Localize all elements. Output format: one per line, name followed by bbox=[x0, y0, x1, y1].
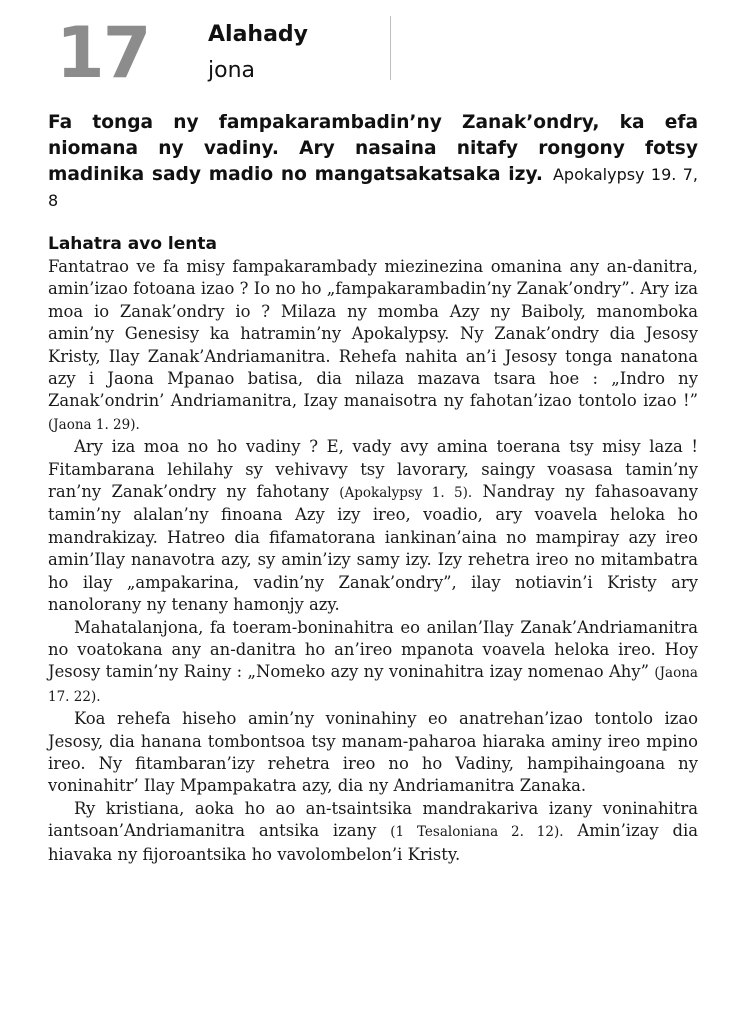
paragraph-4-text: Koa rehefa hiseho amin’ny voninahiny eo anatrehan’izao tontolo izao Jesosy, dia hanana tombontsoa tsy manam-paharoa hiaraka aminy ireo mpino ireo. Ny fitambaran’izy rehetra ireo no ho Vadiny, hampihaingoana ny voninahitr’ Ilay Mpampakatra azy, dia ny Andriamanitra Zanaka. bbox=[48, 709, 698, 796]
day-name: Alahady bbox=[208, 22, 309, 47]
paragraph-5 bbox=[48, 798, 698, 866]
header-divider bbox=[390, 16, 391, 80]
paragraph-3-reference: (Jaona 17. 22). bbox=[48, 665, 698, 705]
key-verse-text: Fa tonga ny fampakarambadin’ny Zanak’ondry, ka efa niomana ny vadiny. Ary nasaina nitafy rongony fotsy madinika sady madio no mangatsakatsaka izy. bbox=[48, 112, 698, 185]
paragraph-2-text: Ary iza moa no ho vadiny ? E, vady avy amina toerana tsy misy laza ! Fitambarana lehilahy sy vehivavy tsy lavorary, saingy voasasa tamin’ny ran’ny Zanak’ondry ny fahotany bbox=[48, 437, 698, 502]
paragraph-3 bbox=[48, 617, 698, 709]
paragraph-1-reference: (Jaona 1. 29). bbox=[48, 416, 140, 433]
paragraph-2-reference: (Apokalypsy 1. 5). bbox=[339, 485, 473, 502]
paragraph-1 bbox=[48, 256, 698, 436]
day-number: 17 bbox=[56, 12, 150, 94]
paragraph-2 bbox=[48, 436, 698, 616]
section-title: Lahatra avo lenta bbox=[48, 234, 217, 254]
key-verse-reference: Apokalypsy 19. 7, 8 bbox=[48, 165, 699, 210]
paragraph-3-text: Mahatalanjona, fa toeram-boninahitra eo anilan’Ilay Zanak’Andriamanitra no voatokana any an-danitra ho an’ireo mpanota voavela heloka ireo. Hoy Jesosy tamin’ny Rainy : „Nomeko azy ny voninahitra izay nomenao Ahy” bbox=[48, 617, 698, 682]
paragraph-5-reference: (1 Tesaloniana 2. 12). bbox=[390, 824, 564, 841]
paragraph-4 bbox=[48, 708, 698, 798]
page-header bbox=[48, 14, 698, 92]
paragraph-5-text: Ry kristiana, aoka ho ao an-tsaintsika mandrakariva izany voninahitra iantsoan’Andriamanitra antsika izany bbox=[48, 798, 698, 841]
month-name: jona bbox=[208, 58, 255, 83]
devotional-page bbox=[48, 14, 698, 866]
paragraph-5-text-after: Amin’izay dia hiavaka ny fijoroantsika ho vavolombelon’i Kristy. bbox=[48, 821, 699, 864]
paragraph-1-text: Fantatrao ve fa misy fampakarambady miezinezina omanina any an-danitra, amin’izao fotoana izao ? Io no ho „fampakarambadin’ny Zanak’ondry”. Ary iza moa io Zanak’ondry io ? Milaza ny momba Azy ny Baiboly, manomboka amin’ny Genesisy ka hatramin’ny Apokalypsy. Ny Zanak’ondry dia Jesosy Kristy, Ilay Zanak’Andriamanitra. Rehefa nahita an’i Jesosy tonga nanatona azy i Jaona Mpanao batisa, dia nilaza mazava tsara hoe : „Indro ny Zanak’ondrin’ Andriamanitra, Izay manaisotra ny fahotan’izao tontolo izao !” bbox=[48, 257, 698, 411]
key-verse bbox=[48, 110, 698, 214]
paragraph-2-text-after: Nandray ny fahasoavany tamin’ny alalan’ny finoana Azy izy ireo, voadio, ary voavela heloka ho mandrakizay. Hatreo dia fifamatorana iankinan’aina no mampiray azy ireo amin’Ilay nanavotra azy, sy amin’izy samy izy. Izy rehetra ireo no mitambatra ho ilay „ampakarina, vadin’ny Zanak’ondry”, ilay notiavin’i Kristy ary nanolorany ny tenany hamonjy azy. bbox=[48, 482, 698, 615]
body-text bbox=[48, 256, 698, 866]
